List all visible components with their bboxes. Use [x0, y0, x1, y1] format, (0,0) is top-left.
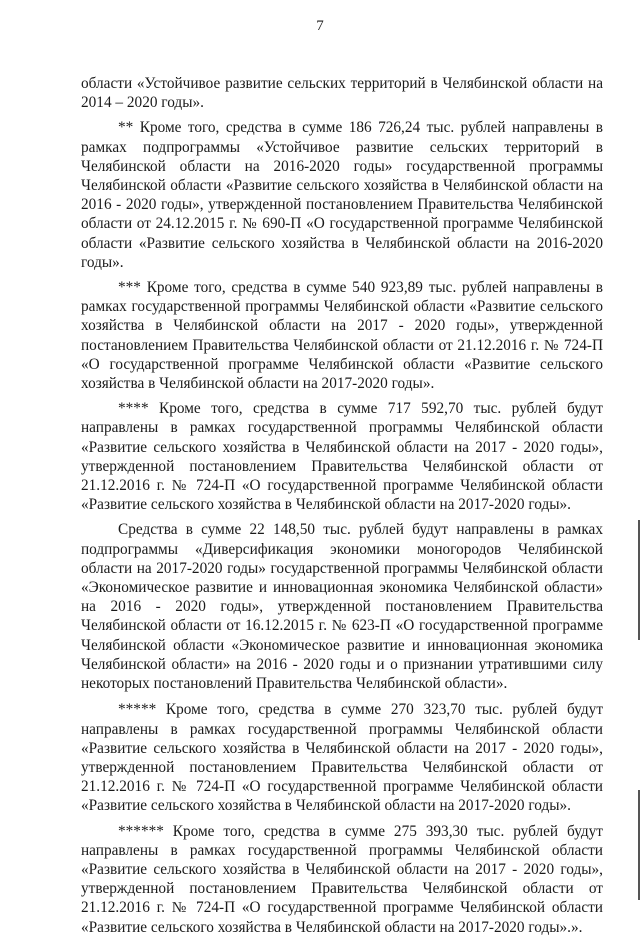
footnote-paragraph-3: *** Кроме того, средства в сумме 540 923,89 тыс. рублей направлены в рамках государственной программы Челябинской области «Развитие сельского хозяйства в Челябинской области на 2017 - 2020 годы», утвержденной постановлением Правительства Челябинской области от 21.12.2016 г. № 724-П «О государственной программе Челябинской области «Развитие сельского хозяйства в Челябинской области на 2017-2020 годы».: [81, 279, 603, 393]
page-number: 7: [316, 18, 324, 34]
footnote-paragraph-4: **** Кроме того, средства в сумме 717 592,70 тыс. рублей будут направлены в рамках государственной программы Челябинской области «Развитие сельского хозяйства в Челябинской области на 2017 - 2020 годы», утвержденной постановлением Правительства Челябинской области от 21.12.2016 г. № 724-П «О государственной программе Челябинской области «Развитие сельского хозяйства в Челябинской области на 2017-2020 годы».: [81, 400, 603, 514]
footnote-paragraph-5: ***** Кроме того, средства в сумме 270 323,70 тыс. рублей будут направлены в рамках государственной программы Челябинской области «Развитие сельского хозяйства в Челябинской области на 2017 - 2020 годы», утвержденной постановлением Правительства Челябинской области от 21.12.2016 г. № 724-П «О государственной программе Челябинской области «Развитие сельского хозяйства в Челябинской области на 2017-2020 годы».: [81, 701, 603, 815]
footnote-paragraph-2: ** Кроме того, средства в сумме 186 726,24 тыс. рублей направлены в рамках подпрограммы «Устойчивое развитие сельских территорий в Челябинской области на 2016-2020 годы» государственной программы Челябинской области «Развитие сельского хозяйства в Челябинской области на 2016 - 2020 годы», утвержденной постановлением Правительства Челябинской области от 24.12.2015 г. № 690-П «О государственной программе Челябинской области «Развитие сельского хозяйства в Челябинской области на 2016-2020 годы».: [81, 119, 603, 271]
document-body: [81, 74, 603, 943]
paragraph-continuation: области «Устойчивое развитие сельских территорий в Челябинской области на 2014 – 2020 годы».: [81, 75, 603, 112]
funding-paragraph: Средства в сумме 22 148,50 тыс. рублей будут направлены в рамках подпрограммы «Диверсификация экономики моногородов Челябинской области на 2017-2020 годы» государственной программы Челябинской области «Экономическое развитие и инновационная экономика Челябинской области» на 2016 - 2020 годы», утвержденной постановлением Правительства Челябинской области от 16.12.2015 г. № 623-П «О государственной программе Челябинской области «Экономическое развитие и инновационная экономика Челябинской области» на 2016 - 2020 годы и о признании утратившими силу некоторых постановлений Правительства Челябинской области».: [81, 521, 603, 693]
footnote-paragraph-6: ****** Кроме того, средства в сумме 275 393,30 тыс. рублей будут направлены в рамках государственной программы Челябинской области «Развитие сельского хозяйства в Челябинской области на 2017 - 2020 годы», утвержденной постановлением Правительства Челябинской области от 21.12.2016 г. № 724-П «О государственной программе Челябинской области «Развитие сельского хозяйства в Челябинской области на 2017-2020 годы».».: [81, 822, 603, 936]
